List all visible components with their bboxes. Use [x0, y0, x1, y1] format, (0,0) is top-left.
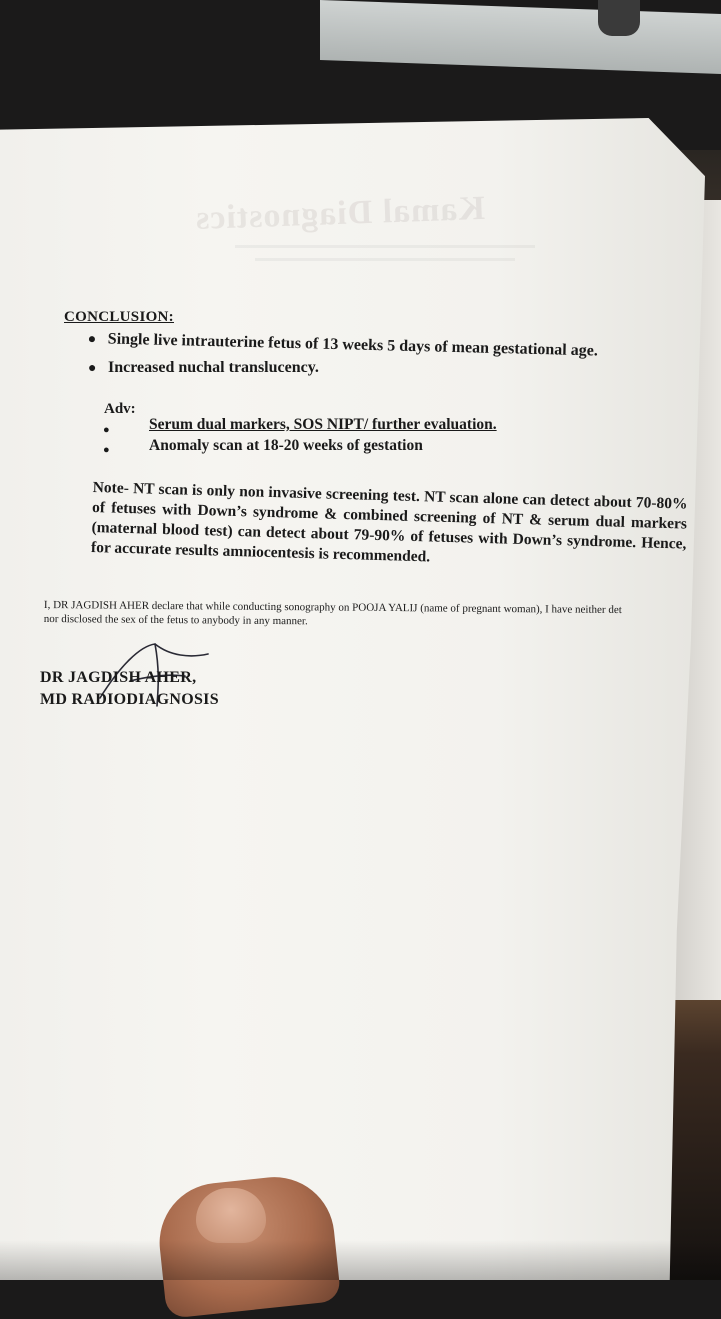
- conclusion-item: [88, 330, 598, 360]
- declaration-line: I, DR JAGDISH AHER declare that while conducting sonography on POOJA YALIJ (name of pregnant woman), I have neither det: [43, 598, 622, 617]
- conclusion-item-text: Increased nuchal translucency.: [108, 359, 319, 376]
- conclusion-item-text: Single live intrauterine fetus of 13 weeks 5 days of mean gestational age.: [107, 330, 599, 360]
- pcpndt-declaration: [44, 598, 709, 632]
- bullet-icon: ●: [88, 361, 97, 376]
- advice-item-text: Serum dual markers, SOS NIPT/ further evaluation.: [149, 416, 497, 433]
- bullet-icon: ●: [103, 444, 110, 456]
- advice-item: [149, 416, 497, 434]
- advice-item: [149, 437, 423, 455]
- fingernail: [196, 1188, 266, 1243]
- bottom-shadow: [0, 1240, 721, 1280]
- advice-label: Adv:: [104, 401, 136, 417]
- doctor-degree: MD RADIODIAGNOSIS: [40, 691, 219, 708]
- declaration-line: nor disclosed the sex of the fetus to anybody in any manner.: [43, 612, 308, 628]
- conclusion-heading: CONCLUSION:: [64, 309, 174, 325]
- bullet-icon: ●: [87, 331, 97, 348]
- bullet-icon: ●: [103, 424, 110, 436]
- advice-item-text: Anomaly scan at 18-20 weeks of gestation: [149, 437, 423, 454]
- show-through-letterhead: Kamal Diagnostics: [194, 189, 486, 238]
- doctor-name: DR JAGDISH AHER,: [40, 669, 197, 686]
- conclusion-item: [88, 359, 319, 377]
- screening-note: Note- NT scan is only non invasive screening test. NT scan alone can detect about 70-80% of fetuses with Down’s syndrome & combined screening of NT & serum dual markers (maternal blood test) can detect about 79-90% of fetuses with Down’s syndrome. Hence, for accurate results amniocentesis is recommended.: [90, 478, 688, 566]
